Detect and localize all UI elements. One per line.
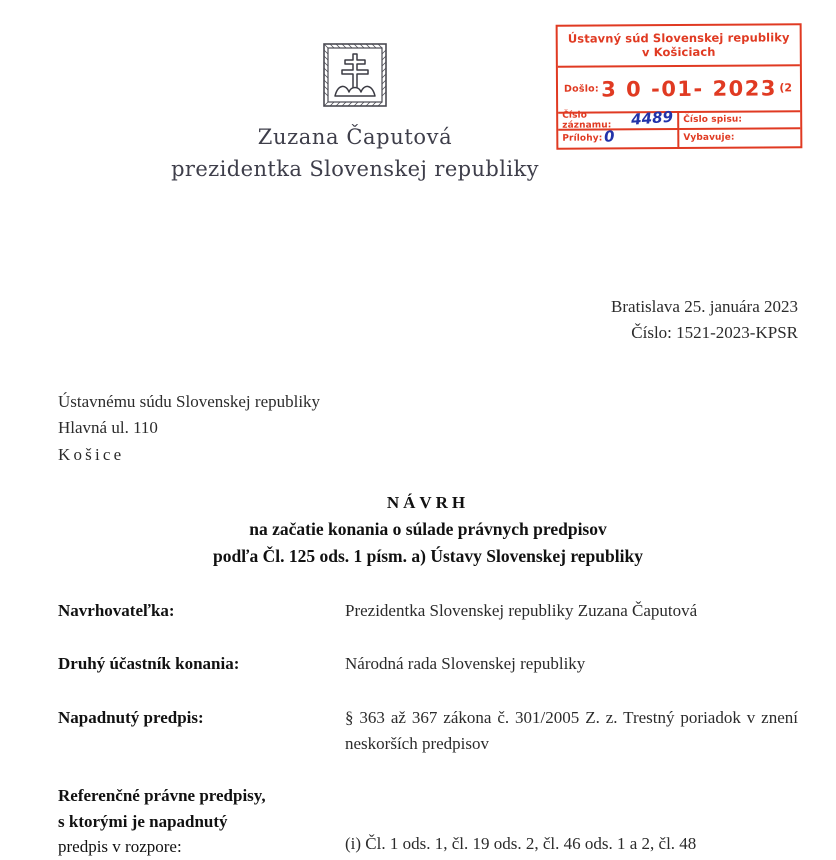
reference-number: Číslo: 1521-2023-KPSR <box>631 322 798 342</box>
stamp-attachments-label: Prílohy: <box>562 133 603 144</box>
president-name: Zuzana Čaputová <box>257 125 453 149</box>
stamp-fields-grid <box>558 107 800 147</box>
letterhead <box>170 42 540 185</box>
court-reception-stamp <box>556 23 803 149</box>
field-label-line3: predpis v rozpore: <box>58 837 182 856</box>
stamp-title-line1: Ústavný súd Slovenskej republiky <box>567 30 790 46</box>
addressee-city: Košice <box>58 444 125 464</box>
stamp-registry-number-cell <box>558 107 679 131</box>
field-row <box>58 651 818 677</box>
document-subtitle-line2: podľa Čl. 125 ods. 1 písm. a) Ústavy Slovenskej republiky <box>213 546 643 567</box>
stamp-received-date: 3 0 -01- 2023 <box>601 76 778 102</box>
field-label-reference-regulations <box>58 783 345 860</box>
stamp-handled-by-label: Vybavuje: <box>683 132 735 144</box>
stamp-received-row <box>558 66 800 113</box>
addressee-block <box>58 389 320 468</box>
stamp-file-number-cell <box>679 112 800 130</box>
field-row-reference-regulations <box>58 783 828 860</box>
stamp-file-number-label: Číslo spisu: <box>683 114 743 126</box>
document-subtitle-line1: na začatie konania o súlade právnych predpisov <box>249 519 607 540</box>
stamp-title-line2: v Košiciach <box>641 45 716 60</box>
field-value-other-party: Národná rada Slovenskej republiky <box>345 654 586 674</box>
president-role: prezidentka Slovenskej republiky <box>171 157 539 182</box>
field-row <box>58 598 818 624</box>
addressee-street: Hlavná ul. 110 <box>58 418 158 438</box>
field-value-reference-regulations: (i) Čl. 1 ods. 1, čl. 19 ods. 2, čl. 46 ods. 1 a 2, čl. 48 <box>345 834 697 853</box>
stamp-attachments-cell <box>558 127 679 148</box>
field-label-other-party: Druhý účastník konania: <box>58 654 240 674</box>
stamp-title <box>558 25 800 67</box>
field-row <box>58 705 818 758</box>
addressee-institution: Ústavnému súdu Slovenskej republiky <box>58 392 321 411</box>
field-label-line1: Referenčné právne predpisy, <box>58 786 266 805</box>
stamp-received-label: Došlo: <box>563 83 599 95</box>
stamp-attachments-value: 0 <box>603 127 616 147</box>
stamp-received-suffix: (2 <box>779 81 793 95</box>
slovak-coat-of-arms-emblem <box>322 42 388 108</box>
field-label-petitioner: Navrhovateľka: <box>58 601 175 620</box>
document-title-block <box>58 489 798 570</box>
field-label-challenged-regulation: Napadnutý predpis: <box>58 707 204 727</box>
place-and-date: Bratislava 25. januára 2023 <box>611 297 798 316</box>
field-label-line2: s ktorými je napadnutý <box>58 811 228 831</box>
place-date-reference-block <box>611 294 798 345</box>
field-value-petitioner: Prezidentka Slovenskej republiky Zuzana Čaputová <box>345 601 698 620</box>
stamp-registry-number-label: Číslo záznamu: <box>562 110 612 131</box>
page-title: NÁVRH <box>386 493 470 512</box>
field-value-challenged-regulation: § 363 až 367 zákona č. 301/2005 Z. z. Trestný poriadok v znení neskorších predpisov <box>345 707 798 754</box>
stamp-registry-number-value: 4489 <box>630 107 674 129</box>
document-fields <box>58 598 818 784</box>
stamp-handled-by-cell <box>679 129 800 147</box>
